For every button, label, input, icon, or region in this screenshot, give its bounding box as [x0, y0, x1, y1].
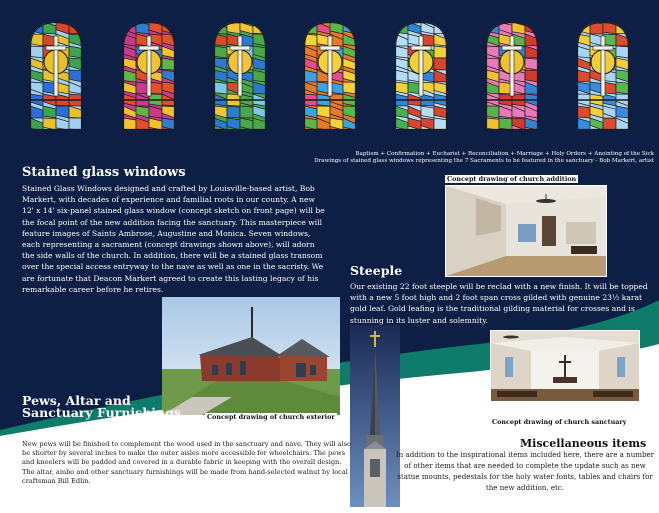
- misc-heading: Miscellaneous items: [520, 437, 647, 450]
- window-baptism: [30, 22, 82, 130]
- addition-photo-caption: Concept drawing of church addition: [447, 175, 577, 183]
- window-confirmation: [123, 22, 175, 130]
- pews-heading: Pews, Altar and Sanctuary Furnishings: [22, 393, 181, 420]
- exterior-photo-caption: Concept drawing of church exterior: [207, 413, 335, 421]
- window-strip-caption: [300, 151, 654, 165]
- window-eucharist: [214, 22, 266, 130]
- window-holy-orders: [486, 22, 538, 130]
- window-reconciliation: [304, 22, 356, 130]
- steeple-heading: Steeple: [350, 263, 403, 278]
- window-strip-caption-line1: Baptism + Confirmation + Eucharist + Reconciliation + Marriage + Holy Orders + Anointing of the Sick: [355, 151, 654, 157]
- pews-body: New pews will be finished to complement the wood used in the sanctuary and nave. They will also be shorter by several inches to make the outer aisles more accessible for wheelchairs. The pews and kneelers will be padded and covered in a durable fabric in keeping with the overall design. The altar, ambo and other sanctuary furnishings will be made from hand-selected walnut by local craftsman Bill Edlin.: [22, 440, 351, 485]
- stained-glass-body: Stained Glass Windows designed and crafted by Louisville-based artist, Bob Markert, with decades of experience and familial roots in our county. A new 12' x 14' six-panel stained glass window (concept sketch on front page) will be the focal point of the new addition facing the sanctuary. This masterpiece will feature images of Saints Ambrose, Augustine and Monica. Seven windows, each representing a sacrament (concept drawings shown above), will adorn the side walls of the church. In addition, there will be a stained glass transom over the special access entryway to the nave as well as one in the sacristy. We are fortunate that Deacon Markert agreed to create this lasting legacy of his remarkable career before he retires.: [22, 184, 325, 294]
- window-strip-caption-line2: Drawings of stained glass windows representing the 7 Sacraments to be featured in the sanctuary - Bob Markert, artist: [314, 158, 654, 164]
- window-anointing-of-the-sick: [577, 22, 629, 130]
- church-sanctuary-image: [490, 330, 640, 402]
- steeple-image: [350, 325, 400, 507]
- sanctuary-photo-caption: Concept drawing of church sanctuary: [492, 418, 627, 426]
- stained-glass-heading: Stained glass windows: [22, 165, 186, 180]
- misc-body: In addition to the inspirational items included here, there are a number of other items that are needed to complete the update such as new statue mounts, pedestals for the holy water fonts, tables and chairs for the new addition, etc.: [395, 450, 655, 492]
- window-marriage: [395, 22, 447, 130]
- church-addition-image: [445, 185, 607, 277]
- steeple-body: Our existing 22 foot steeple will be reclad with a new finish. It will be topped with a new 5 foot high and 2 foot span cross gilded with genuine 23½ karat gold leaf. Gold leafing is the traditional gilding material for crosses and is stunning in its luster and solemnity.: [350, 282, 648, 325]
